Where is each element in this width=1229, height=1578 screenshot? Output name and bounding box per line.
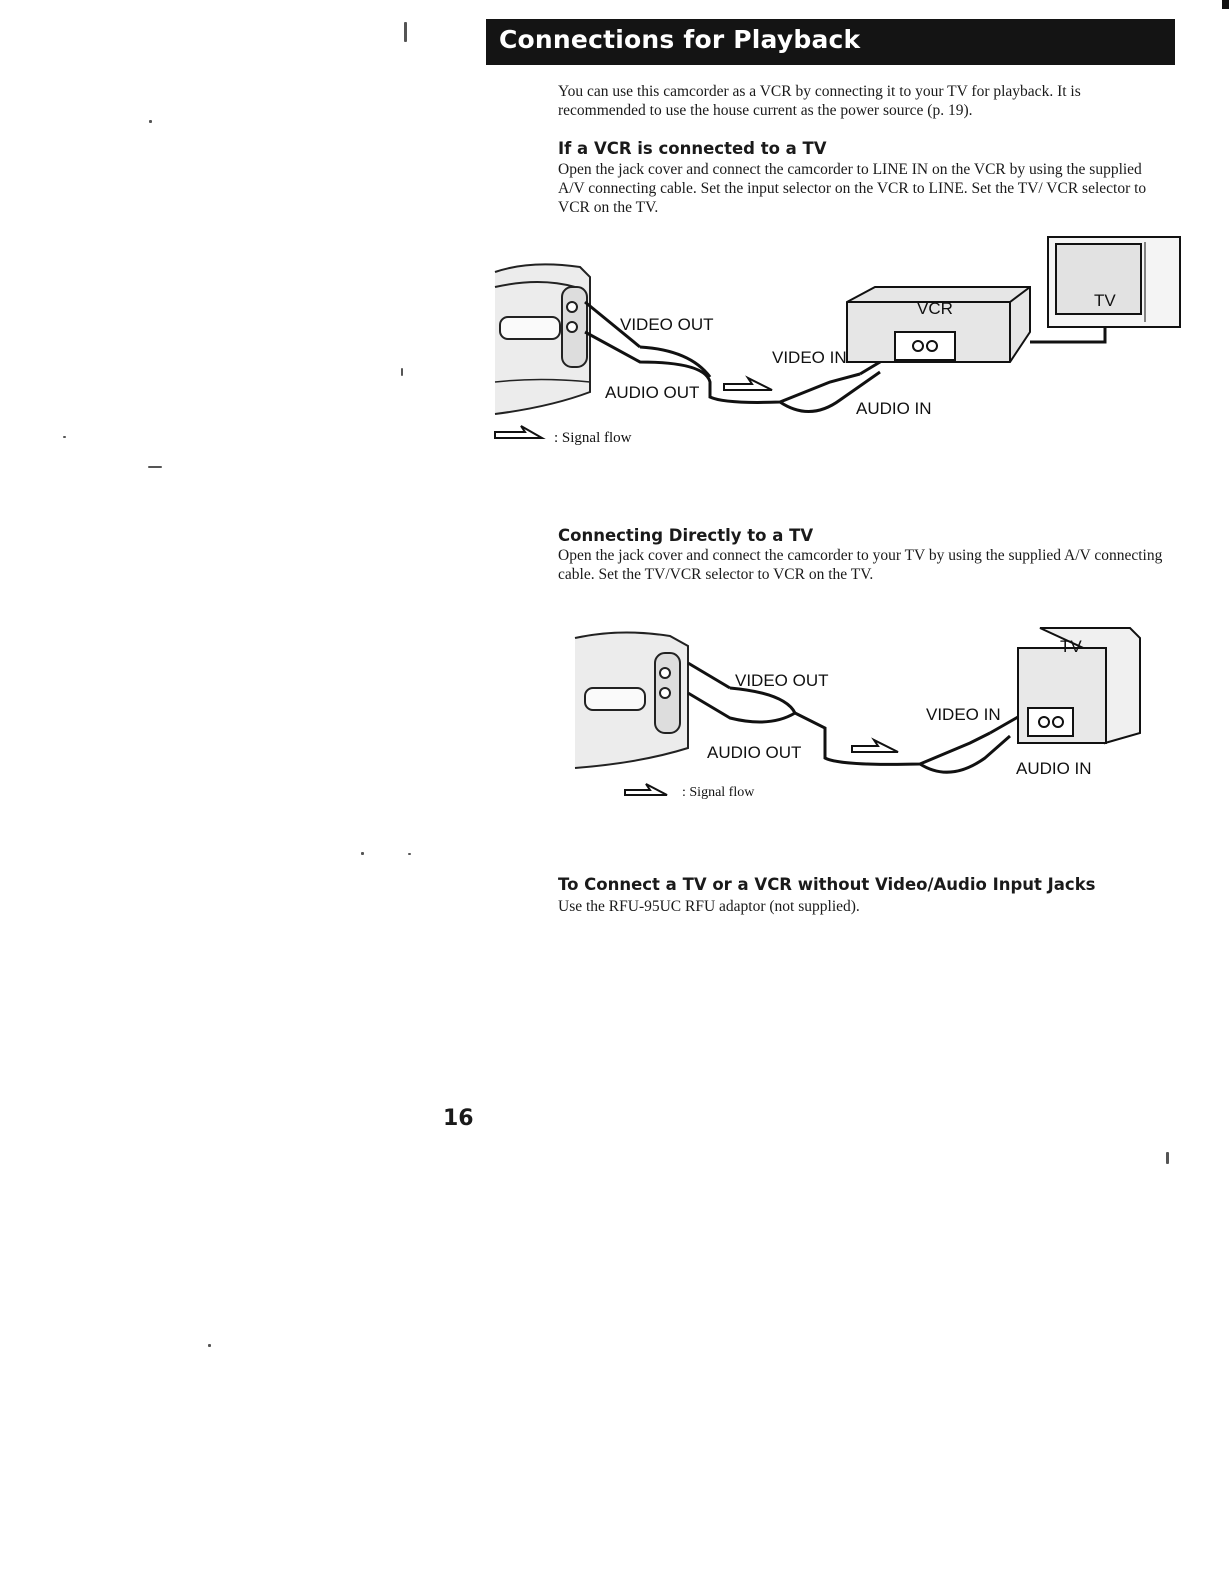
label-video-in: VIDEO IN xyxy=(772,348,847,367)
camcorder-illustration xyxy=(575,632,688,768)
label-vcr: VCR xyxy=(917,299,953,318)
signal-flow-arrow xyxy=(724,378,772,390)
label-tv: TV xyxy=(1094,291,1116,310)
scan-speck xyxy=(149,120,152,123)
page-corner-mark xyxy=(1222,0,1229,9)
section-body-direct: Open the jack cover and connect the camcorder to your TV by using the supplied A/V connecting cable. Set the TV/VCR selector to VCR on the TV. xyxy=(558,547,1163,583)
label-audio-in: AUDIO IN xyxy=(856,399,932,418)
page-title: Connections for Playback xyxy=(499,25,861,54)
label-tv: TV xyxy=(1060,637,1082,656)
label-video-out: VIDEO OUT xyxy=(620,315,714,334)
signal-flow-legend-icon xyxy=(625,784,667,795)
scan-speck xyxy=(208,1344,211,1347)
signal-flow-legend-icon xyxy=(495,426,542,438)
scan-speck xyxy=(63,436,66,438)
scan-speck xyxy=(1166,1152,1169,1164)
intro-paragraph: You can use this camcorder as a VCR by connecting it to your TV for playback. It is recommended to use the house current as the power source (p. 19). xyxy=(558,83,1081,119)
signal-flow-arrow xyxy=(852,740,898,752)
section-heading-direct: Connecting Directly to a TV xyxy=(558,526,814,545)
camcorder-illustration xyxy=(495,264,590,414)
page-title-bar xyxy=(486,19,1175,65)
scan-speck xyxy=(408,853,411,855)
scan-speck xyxy=(401,368,403,376)
section-body-vcr: Open the jack cover and connect the camcorder to LINE IN on the VCR by using the supplied A/V connecting cable. Set the input selector on the VCR to LINE. Set the TV/ VCR selector to VCR on the TV. xyxy=(558,161,1147,216)
label-audio-in: AUDIO IN xyxy=(1016,759,1092,778)
scan-speck xyxy=(148,466,162,468)
tv-illustration xyxy=(1048,237,1180,327)
section-heading-rfu: To Connect a TV or a VCR without Video/Audio Input Jacks xyxy=(558,875,1096,894)
label-audio-out: AUDIO OUT xyxy=(707,743,802,762)
vcr-connection-diagram xyxy=(490,232,1190,452)
label-audio-out: AUDIO OUT xyxy=(605,383,700,402)
page-number: 16 xyxy=(443,1106,474,1131)
signal-flow-legend: : Signal flow xyxy=(682,785,755,800)
signal-flow-legend: : Signal flow xyxy=(554,430,632,446)
direct-tv-diagram xyxy=(570,618,1150,808)
scan-speck xyxy=(361,852,364,855)
section-heading-vcr: If a VCR is connected to a TV xyxy=(558,139,827,158)
label-video-out: VIDEO OUT xyxy=(735,671,829,690)
label-video-in: VIDEO IN xyxy=(926,705,1001,724)
section-body-rfu: Use the RFU-95UC RFU adaptor (not supplied). xyxy=(558,898,860,915)
scan-speck xyxy=(404,22,407,42)
